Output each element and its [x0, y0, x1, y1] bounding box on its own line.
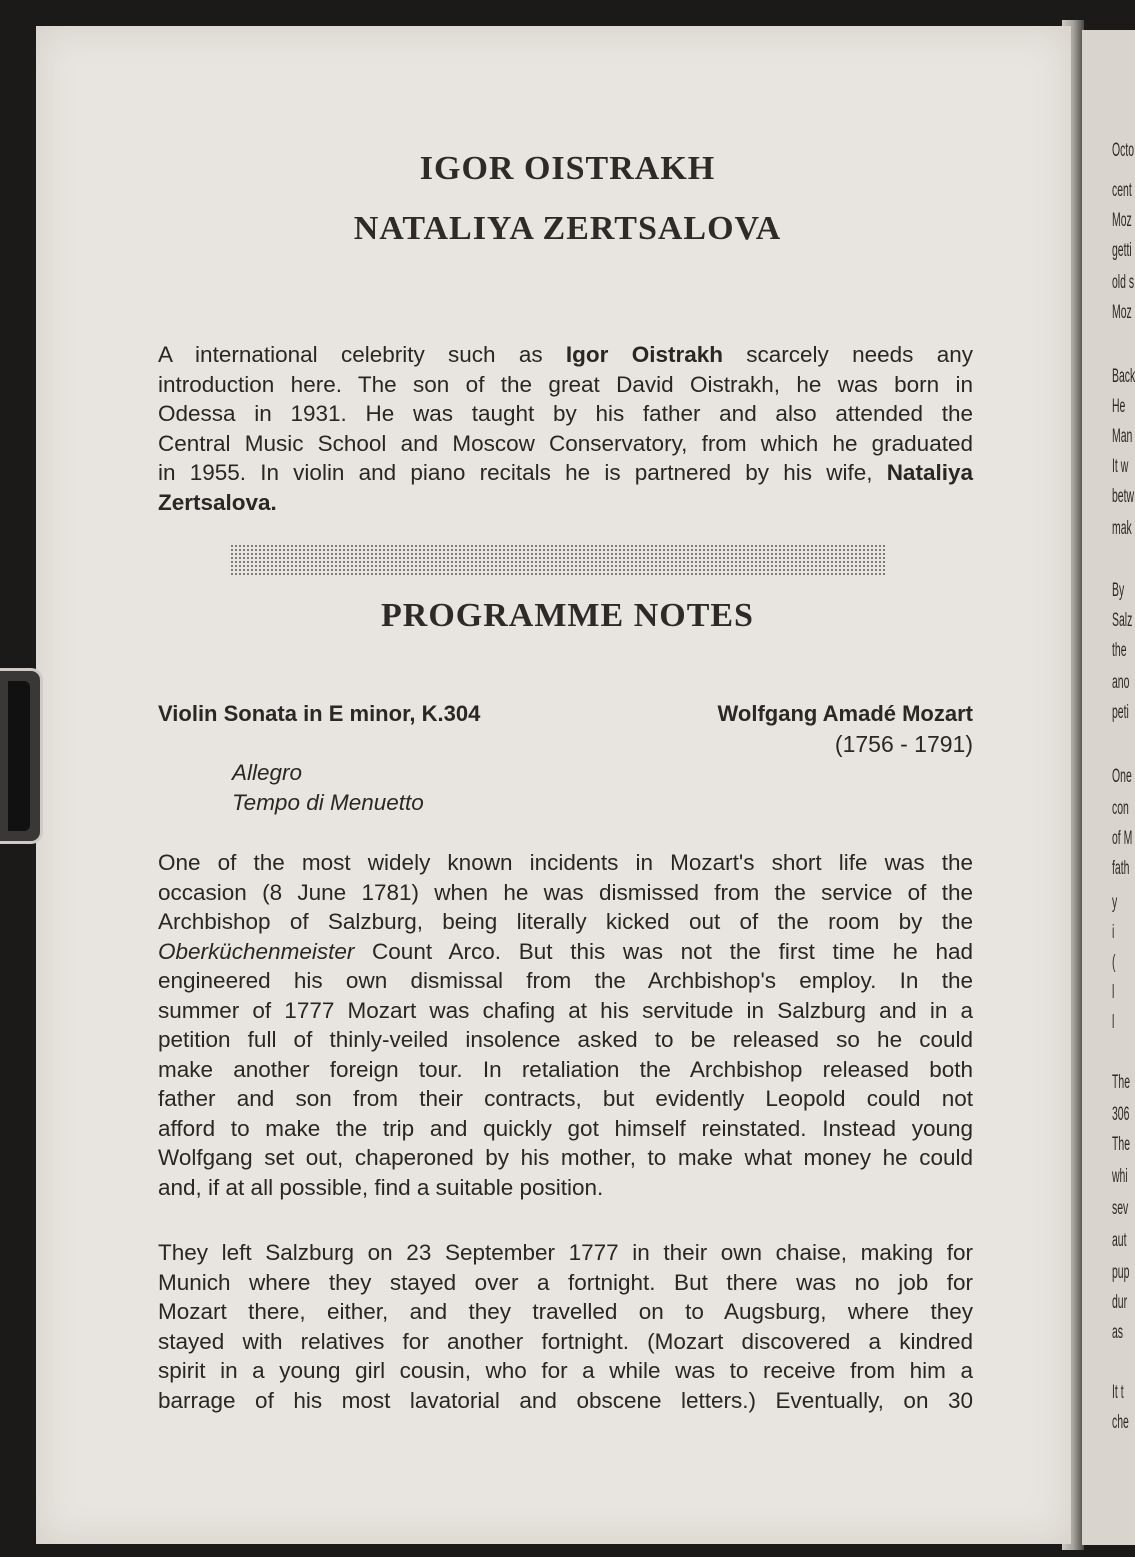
facing-page-fragment: It w	[1112, 456, 1129, 477]
facing-page-fragment: pup	[1112, 1262, 1130, 1283]
text-line	[158, 1386, 973, 1416]
work-title: Violin Sonata in E minor, K.304	[158, 701, 481, 726]
text-run: Odessa in 1931. He was taught by his father and also attended the	[158, 401, 973, 426]
facing-page-fragment: whi	[1112, 1166, 1128, 1187]
text-line	[158, 937, 973, 967]
text-line	[158, 1143, 973, 1173]
text-run: make another foreign tour. In retaliation the Archbishop released both	[158, 1056, 973, 1082]
text-line	[158, 1114, 973, 1144]
text-line	[158, 1327, 973, 1357]
facing-page-fragment: as	[1112, 1322, 1124, 1343]
facing-page-fragment: con	[1112, 798, 1129, 819]
text-run: They left Salzburg on 23 September 1777 in their own chaise, making for	[158, 1240, 973, 1265]
programme-notes-heading: PROGRAMME NOTES	[381, 597, 754, 634]
performer-name-1: IGOR OISTRAKH	[419, 150, 716, 187]
text-line	[158, 907, 973, 937]
facing-page-fragment: dur	[1112, 1292, 1128, 1313]
facing-page-fragment: peti	[1112, 702, 1129, 723]
text-run: Wolfgang set out, chaperoned by his mother, to make what money he could	[158, 1145, 973, 1170]
facing-page-fragment: The	[1112, 1134, 1131, 1155]
facing-page-fragment: Moz	[1112, 302, 1132, 323]
facing-page-fragment: the	[1112, 640, 1127, 661]
text-run: spirit in a young girl cousin, who for a while was to receive from him a	[158, 1358, 973, 1383]
text-run: Munich where they stayed over a fortnight. But there was no job for	[158, 1269, 973, 1295]
facing-page-fragment: of M	[1112, 828, 1133, 849]
text-line	[158, 1238, 973, 1268]
facing-page-fragment: Salz	[1112, 610, 1133, 631]
facing-page-fragment: i	[1112, 922, 1115, 943]
text-run: One of the most widely known incidents in Mozart's short life was the	[158, 850, 973, 875]
text-run: Igor Oistrakh	[565, 342, 723, 367]
text-run: barrage of his most lavatorial and obscene letters.) Eventually, on 30	[158, 1387, 973, 1413]
text-run: petition full of thinly-veiled insolence asked to be released so he could	[158, 1027, 973, 1052]
facing-page-fragment: ano	[1112, 672, 1130, 693]
composer-dates: (1756 - 1791)	[834, 731, 973, 757]
text-line	[158, 848, 973, 878]
biography-paragraph	[158, 340, 973, 517]
text-line	[158, 1025, 973, 1055]
facing-page-fragment: Man	[1112, 426, 1133, 447]
facing-page-fragment: Moz	[1112, 210, 1132, 231]
text-run: A international celebrity such as	[158, 342, 566, 367]
text-run: stayed with relatives for another fortnight. (Mozart discovered a kindred	[158, 1328, 973, 1354]
facing-page-fragment: cent	[1112, 180, 1132, 201]
text-line	[158, 996, 973, 1026]
facing-page-fragment: fath	[1112, 858, 1130, 879]
binder-clip	[0, 668, 43, 844]
text-run: summer of 1777 Mozart was chafing at his servitude in Salzburg and in a	[158, 997, 973, 1023]
text-run: Archbishop of Salzburg, being literally kicked out of the room by the	[158, 909, 973, 934]
text-run: engineered his own dismissal from the Archbishop's employ. In the	[158, 968, 973, 993]
text-run: Count Arco. But this was not the first time he had	[354, 938, 973, 964]
performer-name-2: NATALIYA ZERTSALOVA	[353, 210, 782, 247]
facing-page-fragment: sev	[1112, 1198, 1129, 1219]
text-run: scarcely needs any	[722, 342, 973, 367]
text-run: Nataliya	[886, 460, 973, 485]
facing-page-fragment: mak	[1112, 518, 1132, 539]
movement-2: Tempo di Menuetto	[232, 790, 424, 815]
text-line	[158, 488, 973, 518]
text-run: and, if at all possible, find a suitable position.	[158, 1174, 604, 1200]
facing-page-fragment: y	[1112, 892, 1118, 913]
facing-page-fragment: betw	[1112, 486, 1135, 507]
facing-page-fragment: By	[1112, 580, 1125, 601]
text-line	[158, 1173, 973, 1203]
text-line	[158, 1268, 973, 1298]
text-run: Central Music School and Moscow Conservatory, from which he graduated	[158, 430, 973, 456]
facing-page-fragment: che	[1112, 1412, 1129, 1433]
text-run: in 1955. In violin and piano recitals he is partnered by his wife,	[158, 460, 887, 485]
facing-page-fragment: One	[1112, 766, 1132, 787]
facing-page-fragment: 306	[1112, 1104, 1130, 1125]
text-run: introduction here. The son of the great David Oistrakh, he was born in	[158, 371, 973, 397]
text-line	[158, 1356, 973, 1386]
text-run: Oberküchenmeister	[158, 938, 355, 964]
facing-page-fragment: l	[1112, 1012, 1115, 1033]
facing-page-fragment: It t	[1112, 1382, 1124, 1403]
text-run: occasion (8 June 1781) when he was dismissed from the service of the	[158, 879, 973, 905]
text-line	[158, 966, 973, 996]
text-line	[158, 429, 973, 459]
text-line	[158, 878, 973, 908]
facing-page-fragment: aut	[1112, 1230, 1127, 1251]
text-line	[158, 1084, 973, 1114]
facing-page-fragment: old s	[1112, 272, 1135, 293]
text-line	[158, 340, 973, 370]
facing-page-fragment: Back	[1112, 366, 1135, 387]
text-run: Zertsalova.	[158, 489, 277, 515]
facing-page-fragment: The	[1112, 1072, 1131, 1093]
text-run: Mozart there, either, and they travelled on to Augsburg, where they	[158, 1299, 973, 1324]
facing-page-fragment: He	[1112, 396, 1126, 417]
notes-paragraph-2	[158, 1238, 973, 1415]
dotted-divider	[230, 544, 886, 576]
text-run: father and son from their contracts, but evidently Leopold could not	[158, 1086, 973, 1111]
facing-page	[1082, 30, 1135, 1545]
text-line	[158, 1055, 973, 1085]
composer-name: Wolfgang Amadé Mozart	[717, 701, 973, 726]
text-line	[158, 458, 973, 488]
movement-1: Allegro	[232, 760, 303, 785]
text-line	[158, 399, 973, 429]
facing-page-fragment: Octo	[1112, 140, 1135, 161]
facing-page-fragment: getti	[1112, 240, 1132, 261]
facing-page-fragment: (	[1112, 952, 1116, 973]
text-line	[158, 1297, 973, 1327]
facing-page-fragment: l	[1112, 982, 1115, 1003]
text-run: afford to make the trip and quickly got himself reinstated. Instead young	[158, 1115, 973, 1141]
text-line	[158, 370, 973, 400]
notes-paragraph-1	[158, 848, 973, 1202]
